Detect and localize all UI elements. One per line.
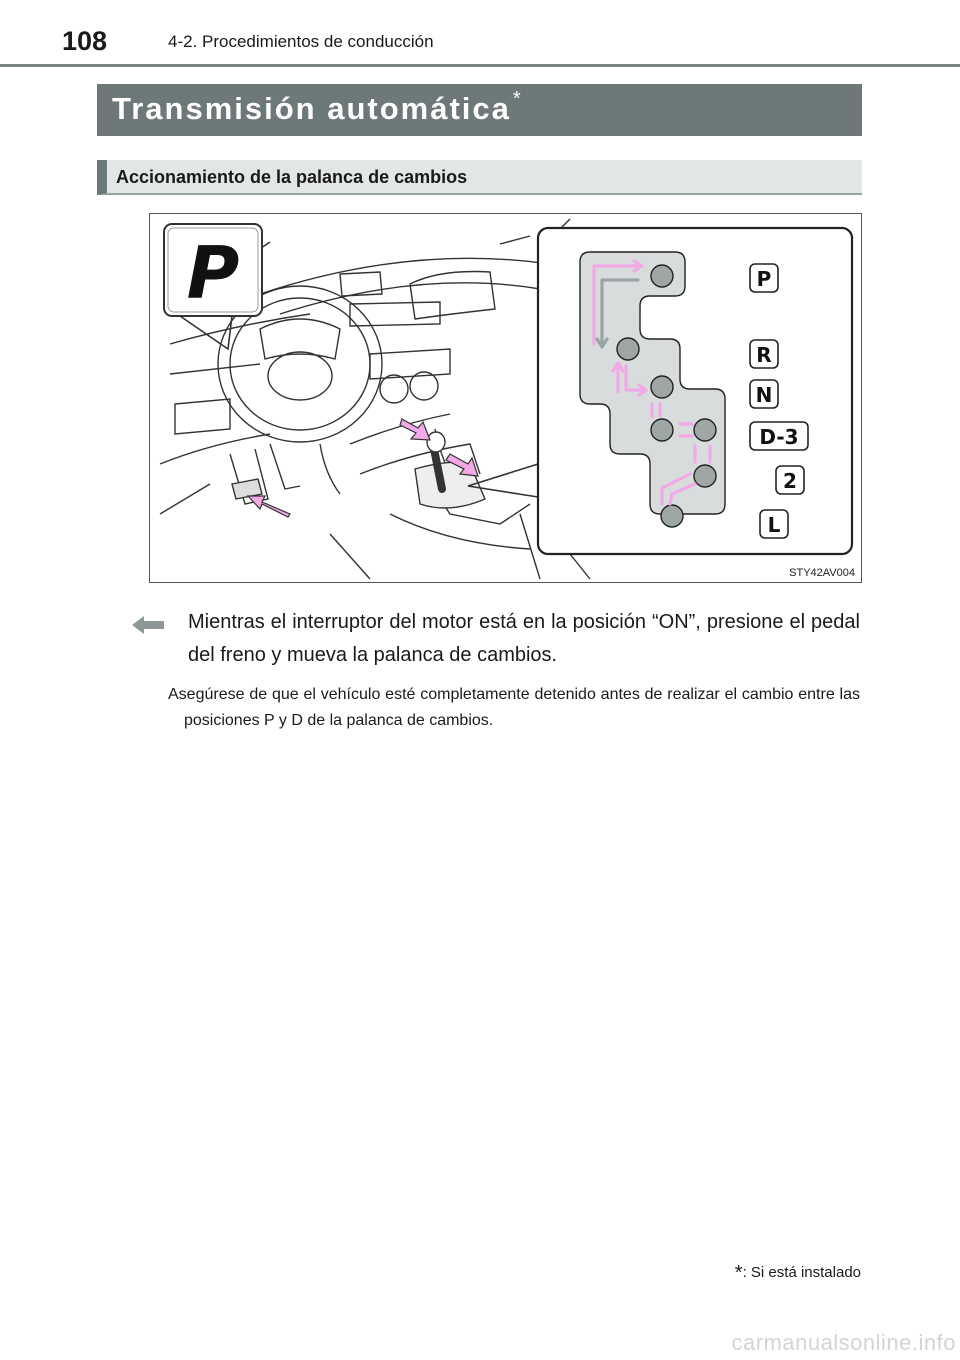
footnote-asterisk: * [734,1262,743,1284]
page-number: 108 [62,26,108,56]
section-label: 4-2. Procedimientos de conducción [168,32,434,51]
indicator-letter: P [186,231,240,315]
figure-illustration [149,213,862,583]
shift-label-r: R [756,343,772,367]
page-title [112,88,523,127]
shift-label-n: N [755,383,773,407]
shift-label-p: P [756,267,772,291]
note-text: Asegúrese de que el vehículo esté completamente detenido antes de realizar el cambio entre las posiciones P y D de la palanca de cambios. [168,686,860,729]
gear-indicator-callout [164,224,262,316]
subheading: Accionamiento de la palanca de cambios [116,167,468,187]
shift-label-2: 2 [783,469,797,493]
footnote-text: : Si está instalado [742,1264,861,1281]
page-title-text: Transmisión automática [112,91,511,126]
shift-label-d3: D-3 [759,425,799,449]
figure-code: STY42AV004 [789,567,855,579]
left-arrow-icon [130,614,166,636]
header-rule [0,64,960,67]
title-asterisk: * [512,88,523,110]
footnote [735,1262,861,1285]
shift-label-l: L [767,513,781,537]
dashboard-illustration [150,214,861,582]
shift-gate-callout [538,228,852,554]
watermark: carmanualsonline.info [731,1330,956,1355]
instruction-text: Mientras el interruptor del motor está en la posición “ON”, presione el pedal del freno y mueva la palanca de cambios. [188,611,860,666]
